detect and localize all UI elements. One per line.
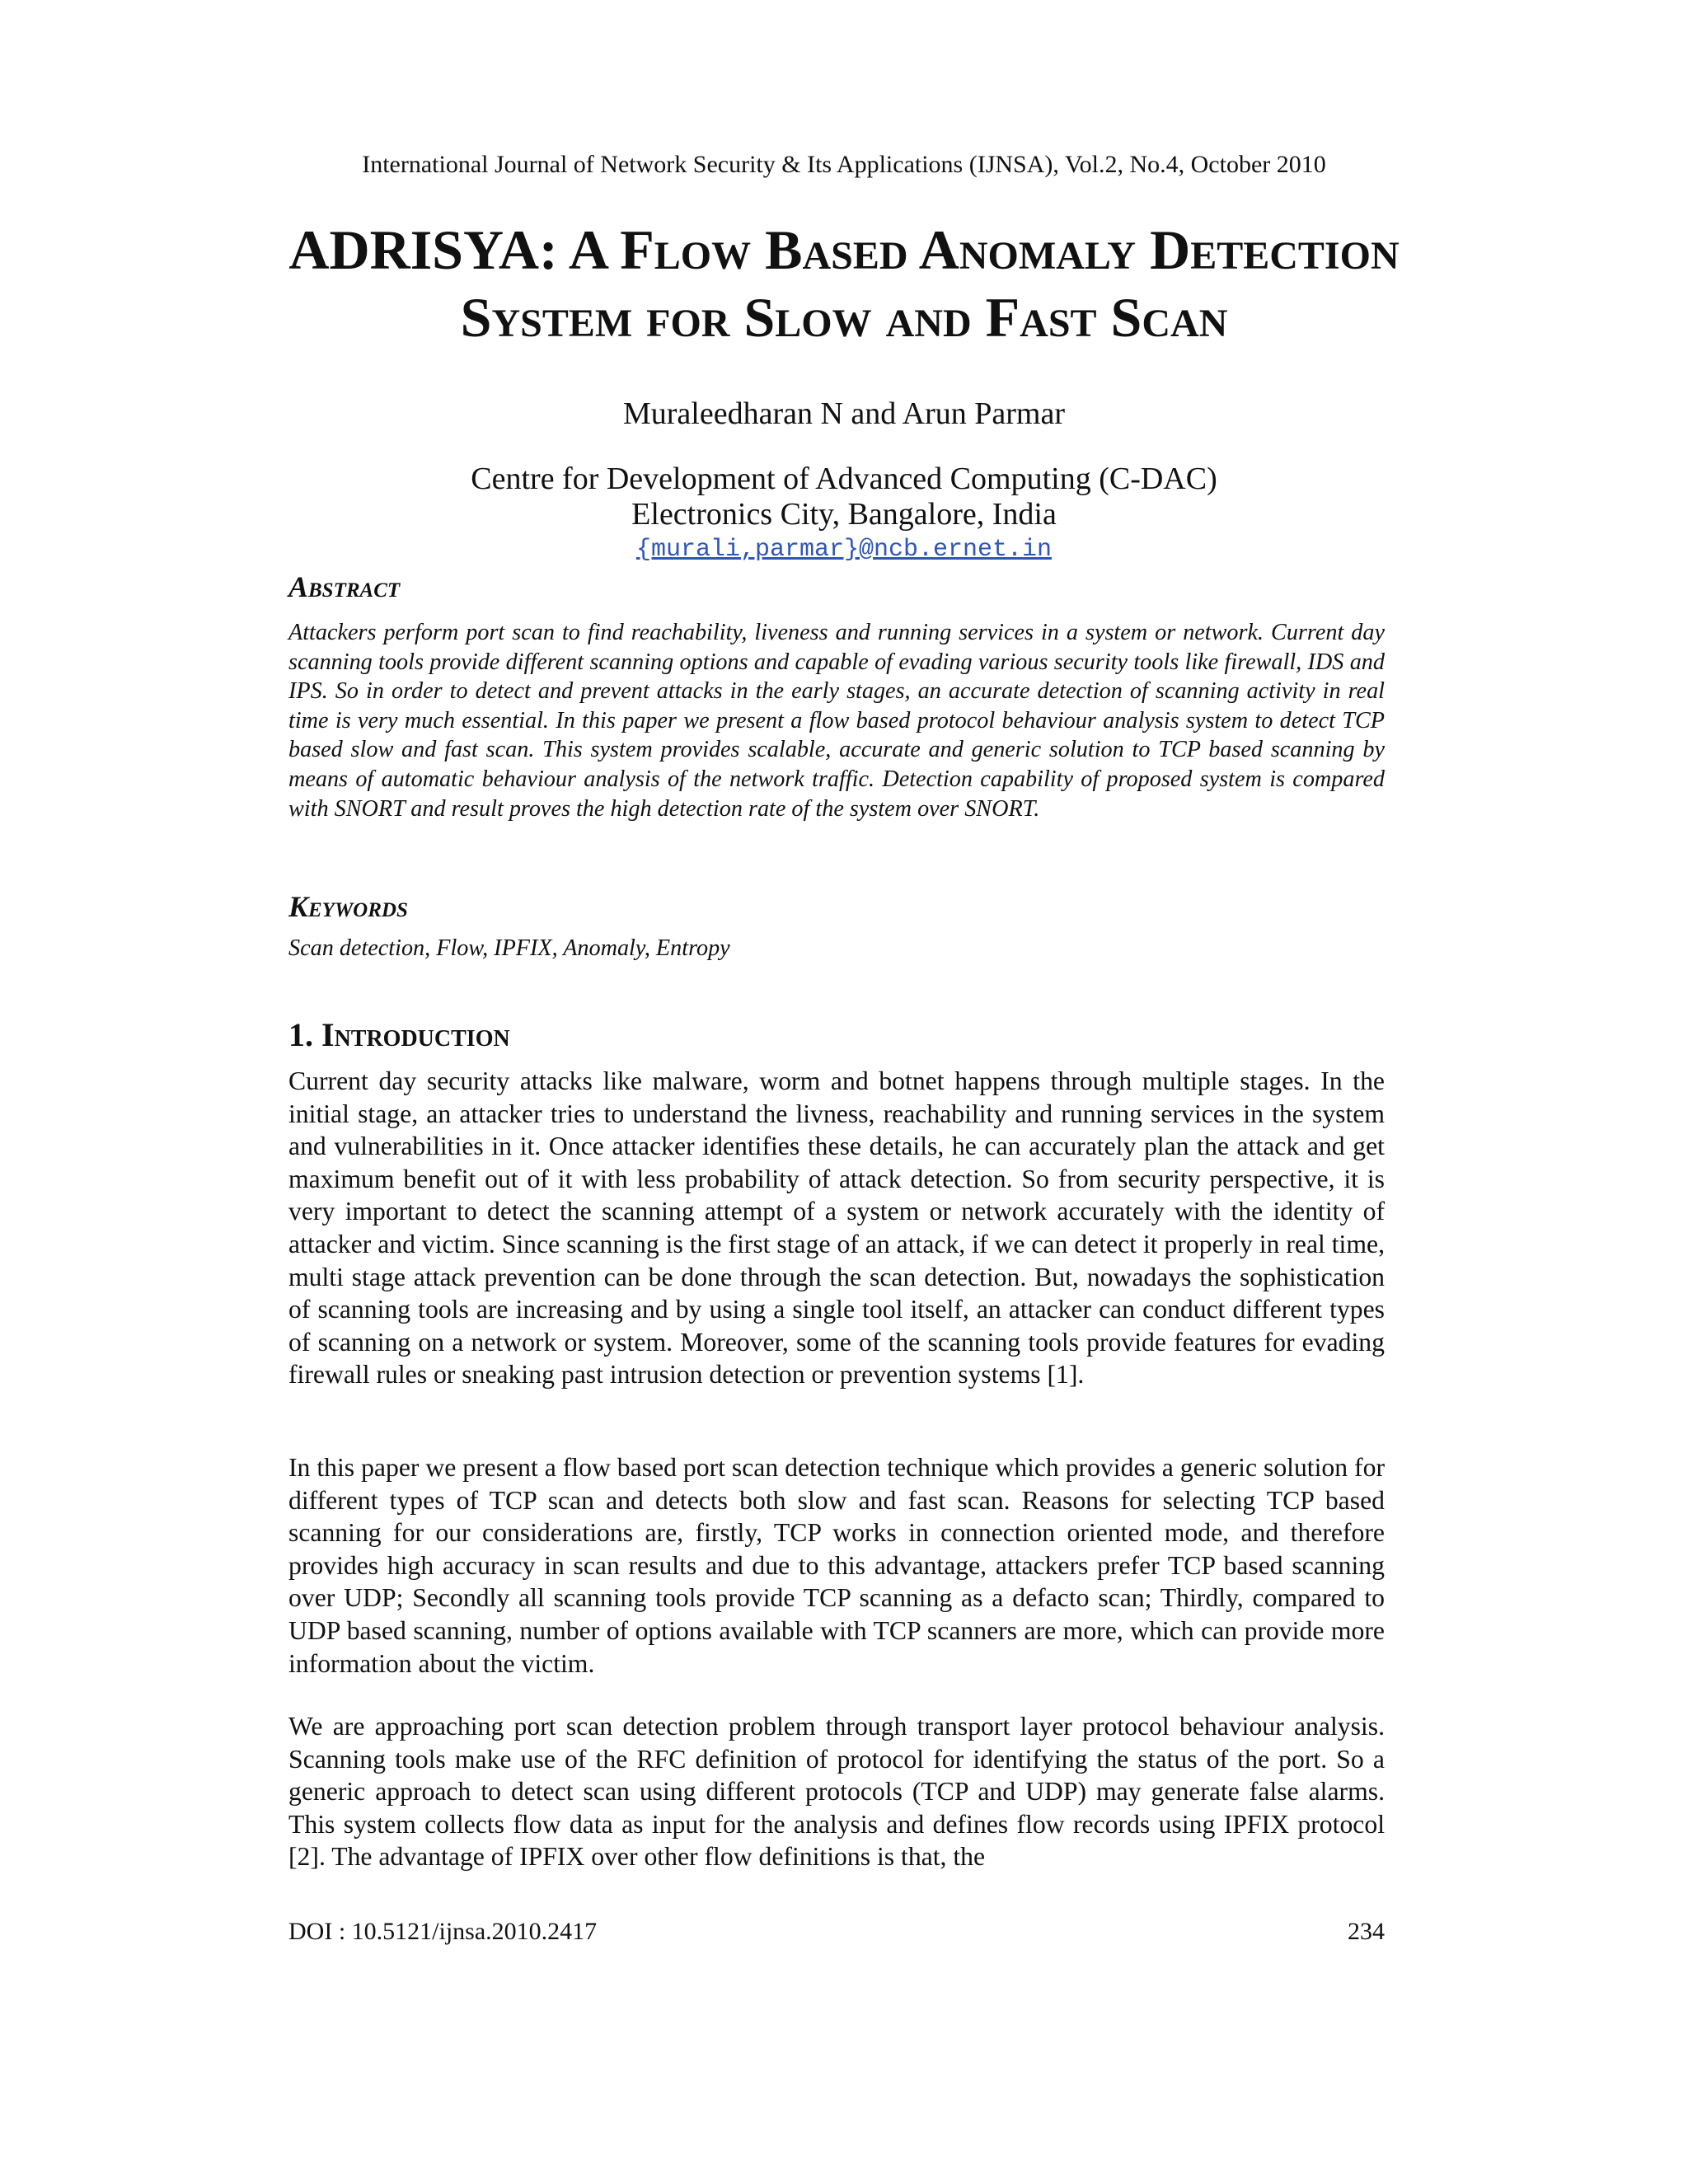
intro-paragraph-1: Current day security attacks like malware, worm and botnet happens through multiple stages. In the initial stage, an attacker tries to understand the livness, reachability and running services in the system and vulnerabilities in it. Once attacker identifies these details, he can accurately plan the attack and get maximum benefit out of it with less probability of attack detection. So from security perspective, it is very important to detect the scanning attempt of a system or network accurately with the identity of attacker and victim. Since scanning is the first stage of an attack, if we can detect it properly in real time, multi stage attack prevention can be done through the scan detection. But, nowadays the sophistication of scanning tools are increasing and by using a single tool itself, an attacker can conduct different types of scanning on a network or system. Moreover, some of the scanning tools provide features for evading firewall rules or sneaking past intrusion detection or prevention systems [1]. bbox=[288, 1066, 1385, 1390]
footer-doi: DOI : 10.5121/ijnsa.2010.2417 bbox=[288, 1918, 598, 1945]
keywords-text: Scan detection, Flow, IPFIX, Anomaly, Entropy bbox=[288, 935, 730, 961]
introduction-heading: 1. Introduction bbox=[288, 1016, 510, 1053]
affiliation-location: Electronics City, Bangalore, India bbox=[631, 497, 1057, 532]
author-email-link[interactable]: {murali,parmar}@ncb.ernet.in bbox=[635, 536, 1053, 564]
intro-paragraph-2: In this paper we present a flow based port scan detection technique which provides a generic solution for different types of TCP scan and detects both slow and fast scan. Reasons for selecting TCP based scanning for our considerations are, firstly, TCP works in connection oriented mode, and therefore provides high accuracy in scan results and due to this advantage, attackers prefer TCP based scanning over UDP; Secondly all scanning tools provide TCP scanning as a defacto scan; Thirdly, compared to UDP based scanning, number of options available with TCP scanners are more, which can provide more information about the victim. bbox=[288, 1453, 1385, 1678]
abstract-heading: Abstract bbox=[288, 570, 401, 603]
affiliation-institution: Centre for Development of Advanced Computing (C-DAC) bbox=[471, 462, 1217, 496]
keywords-heading: Keywords bbox=[288, 890, 408, 923]
title-line-1: ADRISYA: A Flow Based Anomaly Detection bbox=[288, 218, 1400, 281]
title-line-2: System for Slow and Fast Scan bbox=[460, 286, 1228, 349]
affiliation bbox=[0, 462, 1688, 532]
author-list: Muraleedharan N and Arun Parmar bbox=[622, 396, 1066, 431]
page-number: 234 bbox=[1348, 1918, 1385, 1945]
intro-paragraph-3: We are approaching port scan detection problem through transport layer protocol behaviour analysis. Scanning tools make use of the RFC definition of protocol for identifying the status of the port. So a generic approach to detect scan using different protocols (TCP and UDP) may generate false alarms. This system collects flow data as input for the analysis and defines flow records using IPFIX protocol [2]. The advantage of IPFIX over other flow definitions is that, the bbox=[288, 1712, 1385, 1872]
running-header: International Journal of Network Security & Its Applications (IJNSA), Vol.2, No.4, October 2010 bbox=[362, 151, 1326, 178]
abstract-text: Attackers perform port scan to find reachability, liveness and running services in a system or network. Current day scanning tools provide different scanning options and capable of evading various security tools like firewall, IDS and IPS. So in order to detect and prevent attacks in the early stages, an accurate detection of scanning activity in real time is very much essential. In this paper we present a flow based protocol behaviour analysis system to detect TCP based slow and fast scan. This system provides scalable, accurate and generic solution to TCP based scanning by means of automatic behaviour analysis of the network traffic. Detection capability of proposed system is compared with SNORT and result proves the high detection rate of the system over SNORT. bbox=[288, 620, 1385, 822]
paper-title bbox=[206, 216, 1482, 351]
